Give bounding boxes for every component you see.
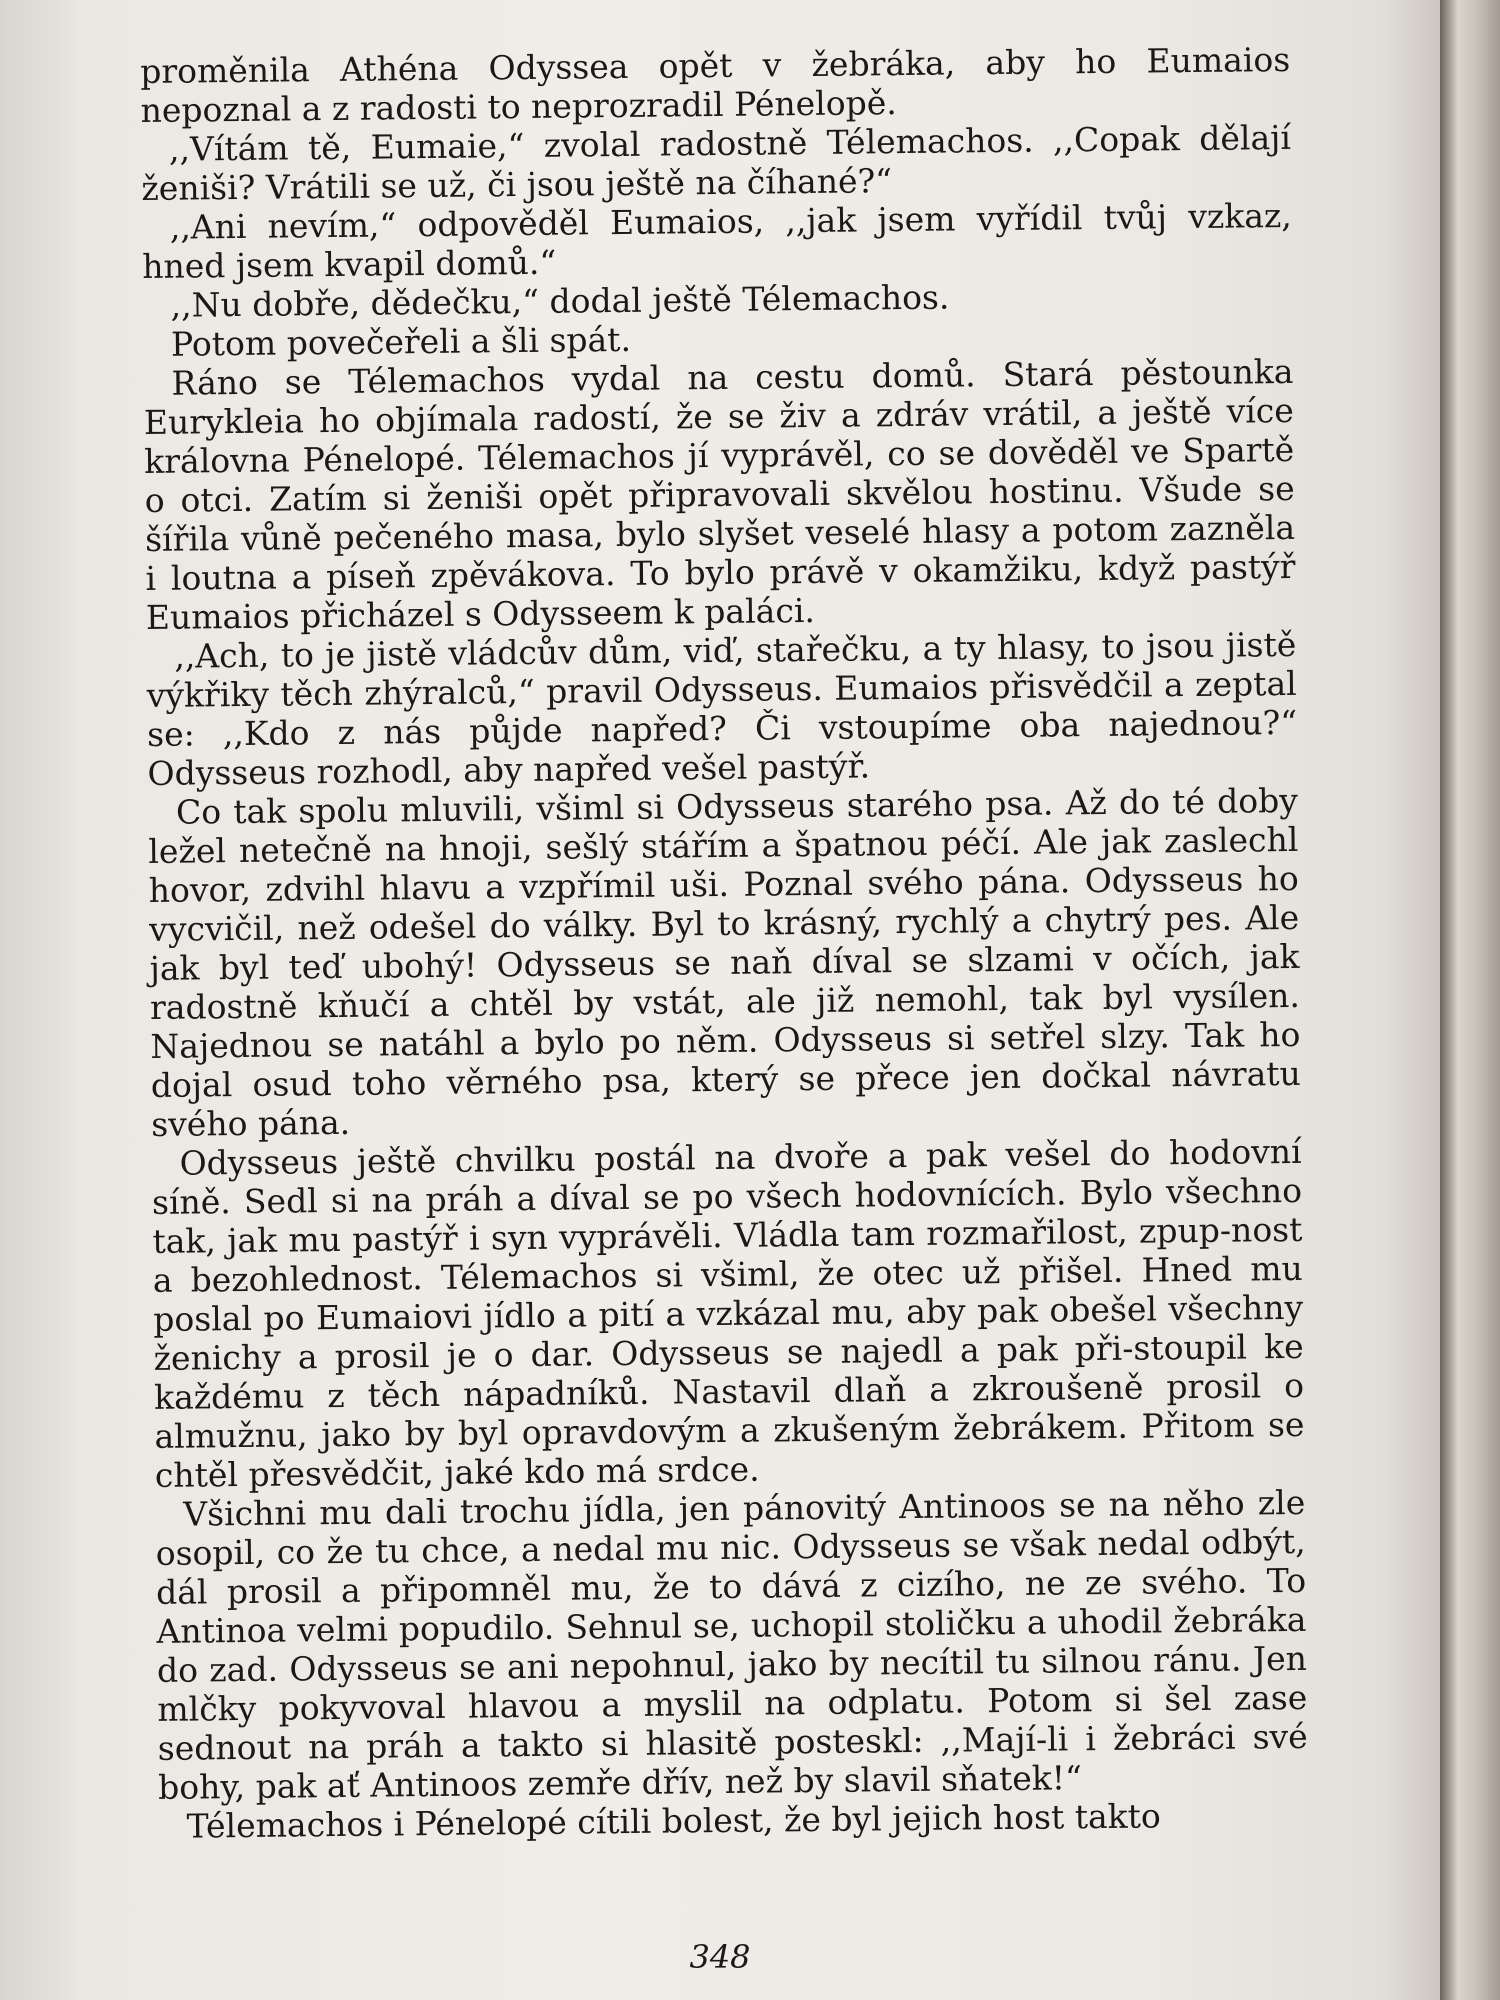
paragraph-11: Télemachos i Pénelopé cítili bolest, že byl jejich host takto <box>186 1796 1161 1846</box>
paragraph-2: ,,Vítám tě, Eumaie,“ zvolal radostně Télemachos. ,,Copak dělají ženiši? Vrátili se už, či jsou ještě na číhané?“ <box>141 117 1292 208</box>
paragraph-9: Odysseus ještě chvilku postál na dvoře a pak vešel do hodovní síně. Sedl si na práh a díval se po všech hodovnících. Bylo všechno tak, jak mu pastýř i syn vyprávěli. Vládla tam rozmařilost, zpup-nost a bezohlednost. Télemachos si všiml, že otec už přišel. Hned mu poslal po Eumaiovi jídlo a pití a vzkázal mu, aby pak obešel všechny ženichy a prosil je o dar. Odysseus se najedl a pak při-stoupil ke každému z těch nápadníků. Nastavil dlaň a zkroušeně prosil o almužnu, jako by byl opravdovým a zkušeným žebrákem. Přitom se chtěl přesvědčit, jaké kdo má srdce. <box>151 1131 1305 1495</box>
paragraph-5: Potom povečeřeli a šli spát. <box>170 319 632 364</box>
paragraph-7: ,,Ach, to je jistě vládcův dům, viď, stařečku, a ty hlasy, to jsou jistě výkřiky těch zhýralců,“ pravil Odysseus. Eumaios přisvědčil a zeptal se: ,,Kdo z nás půjde napřed? Či vstoupíme oba najednou?“ Odysseus rozhodl, aby napřed vešel pastýř. <box>146 624 1298 793</box>
page-number: 348 <box>689 1938 751 1976</box>
paragraph-10: Všichni mu dali trochu jídla, jen pánovitý Antinoos se na něho zle osopil, co že tu chce, a nedal mu nic. Odysseus se však nedal odbýt, dál prosil a připomněl mu, že to dává z cizího, ne ze svého. To Antinoa velmi popudilo. Sehnul se, uchopil stoličku a uhodil žebráka do zad. Odysseus se ani nepohnul, jako by necítil tu silnou ránu. Jen mlčky pokyvoval hlavou a myslil na odplatu. Potom si šel zase sednout na práh a takto si hlasitě posteskl: ,,Mají-li i žebráci své bohy, pak ať Antinoos zemře dřív, než by slavil sňatek!“ <box>155 1482 1308 1807</box>
paragraph-6: Ráno se Télemachos vydal na cestu domů. Stará pěstounka Eurykleia ho objímala radostí, že se živ a zdráv vrátil, a ještě více královna Pénelopé. Télemachos jí vyprávěl, co se dověděl ve Spartě o otci. Zatím si ženiši opět připravovali skvělou hostinu. Všude se šířila vůně pečeného masa, bylo slyšet veselé hlasy a potom zazněla i loutna a píseň zpěvákova. To bylo právě v okamžiku, když pastýř Eumaios přicházel s Odysseem k paláci. <box>143 351 1296 637</box>
paragraph-3: ,,Ani nevím,“ odpověděl Eumaios, ,,jak jsem vyřídil tvůj vzkaz, hned jsem kvapil domů.“ <box>142 195 1292 286</box>
paragraph-8: Co tak spolu mluvili, všiml si Odysseus starého psa. Až do té doby ležel netečně na hnoji, sešlý stářím a špatnou péčí. Ale jak zaslechl hovor, zdvihl hlavu a vzpřímil uši. Poznal svého pána. Odysseus ho vycvičil, než odešel do války. Byl to krásný, rychlý a chytrý pes. Ale jak byl teď ubohý! Odysseus se naň díval se slzami v očích, jak radostně kňučí a chtěl by vstát, ale již nemohl, tak byl vysílen. Najednou se natáhl a bylo po něm. Odysseus si setřel slzy. Tak ho dojal osud toho věrného psa, který se přece jen dočkal návratu svého pána. <box>148 780 1301 1144</box>
paragraph-1: proměnila Athéna Odyssea opět v žebráka, aby ho Eumaios nepoznal a z radosti to neprozradil Pénelopě. <box>140 39 1291 130</box>
paragraph-4: ,,Nu dobře, dědečku,“ dodal ještě Télemachos. <box>170 277 950 325</box>
body-text <box>140 40 1309 1846</box>
book-spine-edge <box>1440 0 1500 2000</box>
